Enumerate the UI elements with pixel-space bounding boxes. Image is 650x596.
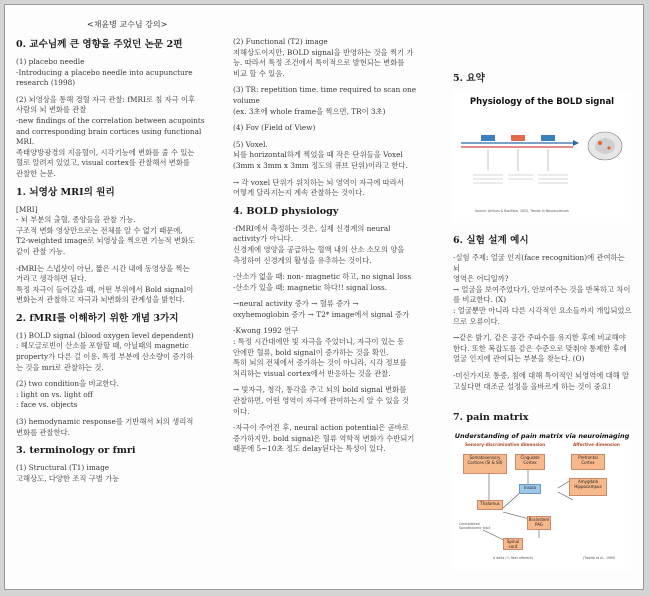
text-line: -미신가지로 통증, 침에 대해 특이적인 뇌영역에 대해 알 [453, 370, 630, 380]
text-line: 관찰하면, 어떤 영역이 자극에 관여하는지 알 수 있을 것 [233, 396, 409, 406]
text-line: 사람의 뇌 변화를 관찰 [16, 105, 87, 115]
text-line: - 뇌 부분의 출혈, 종양들을 관찰 가능. [16, 215, 136, 225]
text-line: 족태양방광경의 지음혈이, 시각기능에 변화를 줄 수 있는 [16, 147, 195, 157]
text-line: -fMRI에서 측정하는 것은, 실제 신경계의 neural [233, 223, 391, 233]
bold-figure-diagram [453, 91, 631, 223]
box-amygdala: Amygdala Hippocampus [569, 478, 607, 496]
text-line: 같이 관찰 가능. [16, 246, 66, 256]
box-prefrontal: Prefrontal Cortex [571, 454, 605, 470]
text-line: (1) placebo needle [16, 57, 85, 66]
text-line: 증가하지만, bold signal은 혈류 역학적 변화가 수반되기 [233, 433, 415, 443]
middle-section-0 [233, 37, 445, 199]
left-section-1 [16, 187, 229, 306]
text-line: 는 것을 mri로 관찰하는 것. [16, 362, 104, 372]
text-line: 혈로 알려져 있었고, visual cortex를 관찰해서 변화를 [16, 158, 190, 168]
left-section-3 [16, 445, 229, 484]
section-7-heading: 7. pain matrix [453, 412, 529, 424]
text-line: and corresponding brain cortices using functional [16, 126, 202, 136]
text-line: 측정하여 신경계의 활성을 유추하는 것이다. [233, 255, 372, 265]
text-line: (2) 뇌영상을 통해 경혈 자극 관찰: fMRI로 침 자극 이후 [16, 94, 196, 104]
text-line: 능. 따라서 특정 조건에서 특이적으로 발현되는 변화를 [233, 58, 405, 68]
text-line: 신경계에 영양을 공급하는 혈액 내의 산소 소모의 양을 [233, 244, 405, 254]
lecture-header: <채윤병 교수님 강의> [87, 20, 168, 29]
text-line: → 빛자극, 청각, 통각을 주고 뇌의 bold signal 변화를 [233, 385, 407, 395]
text-line: 어떻게 달라지는지 계속 관찰하는 것이다. [233, 188, 365, 198]
pain-caption-afferents: A delta / C fiber afferents [493, 556, 534, 561]
text-line: -Kwong 1992 연구 [233, 326, 299, 336]
text-line: 안에만 혈류, bold signal이 증가하는 것을 확인. [233, 347, 389, 357]
text-line: (2) two condition을 비교한다. [16, 379, 119, 389]
text-line: property가 다른 걸 이용. 특정 부분에 산소량이 증가하 [16, 352, 194, 362]
pain-dim-sensory: Sensory-discriminative dimension [465, 442, 546, 448]
text-line: activity가 아니다. [233, 234, 294, 244]
box-thalamus: Thalamus [477, 500, 503, 510]
text-line: 처리하는 visual cortex에서 반응하는 것을 관찰. [233, 368, 391, 378]
text-line: 뇌를 horizontal하게 찍었을 때 작은 단위들을 Voxel [233, 150, 403, 160]
text-line: 얼굴 인지에 관여되는 부분을 찾는다. (O) [453, 354, 585, 364]
text-line: : 얼굴뿐만 아니라 다른 시각적인 요소들까지 개입되었으 [453, 305, 632, 315]
text-line: 영역은 어디일까? [453, 274, 509, 284]
text-line: 고싶다면 대조군 설정을 올바르게 하는 것이 중요! [453, 381, 611, 391]
bold-physiology-figure [453, 91, 631, 223]
text-line: research (1998) [16, 78, 76, 88]
text-line: (1) BOLD signal (blood oxygen level dependent) [16, 330, 194, 340]
text-line: (2) Functional (T2) image [233, 37, 328, 46]
text-line: -Introducing a placebo needle into acupuncture [16, 67, 193, 77]
text-line: 고해상도, 다양한 조직 구별 가능 [16, 473, 120, 483]
right-column [453, 73, 633, 570]
text-line: →neural activity 증가 → 혈류 증가 → [233, 299, 359, 309]
left-section-heading: 1. 뇌영상 MRI의 원리 [16, 186, 115, 198]
text-line: 저해상도이지만, BOLD signal을 반영하는 것을 찍기 가 [233, 47, 414, 57]
text-line: 특정 자극이 들어갔을 때, 어떤 부위에서 Bold signal이 [16, 284, 194, 294]
left-section-heading: 2. fMRI를 이해하기 위한 개념 3가지 [16, 312, 179, 324]
text-line: 구조적 변화 영상만으로는 전체를 알 수 없기 때문에, [16, 225, 183, 235]
pain-caption-tract: Contralateral Spinothalamic tract [459, 522, 491, 531]
left-section-heading: 3. terminology or fmri [16, 445, 136, 457]
section-5-heading: 5. 요약 [453, 73, 485, 84]
text-line: 를 비교한다. (X) [453, 295, 507, 305]
text-line: (5) Voxel. [233, 139, 268, 149]
text-line: (3) hemodynamic response를 기반해서 뇌의 생리적 [16, 417, 194, 427]
pain-figure-source: (Treede et al., 1999) [583, 556, 616, 561]
text-line: 특히 뇌의 전체에서 증가하는 것이 아니라, 시각 정보를 [233, 358, 407, 368]
text-line: MRI. [16, 137, 35, 147]
text-line: : 특정 시간대에만 빛 자극을 주었더니, 자극이 있는 동 [233, 337, 405, 347]
text-line: volume [233, 95, 260, 105]
text-line: 때문에 5~10초 정도 delay된다는 특성이 있다. [233, 444, 386, 454]
section-6-body [453, 253, 633, 392]
box-somatosensory: Somatosensory Cortices (SI & SII) [463, 454, 507, 474]
text-line: 변화는지 관찰하고 자극과 뇌변화의 관계성을 밝힌다. [16, 295, 185, 305]
text-line: (ex. 3초에 whole frame을 찍으면, TR이 3초) [233, 106, 386, 116]
box-cingulate: Cingulate Cortex [515, 454, 545, 470]
text-line: 이다. [233, 406, 250, 416]
text-line: → 각 voxel 단위가 위치하는 뇌 영역이 자극에 따라서 [233, 177, 404, 187]
text-line: -자극이 주어진 후, neural action potential은 곧바로 [233, 423, 409, 433]
text-line: → 얼굴을 보여주었다가, 안보여주는 것을 반복하고 차이 [453, 284, 631, 294]
document-page [4, 4, 644, 590]
pain-figure-title: Understanding of pain matrix via neuroimaging [454, 432, 630, 441]
text-line: (3) TR: repetition time. time required to scan one [233, 85, 417, 95]
text-line: : light on vs. light off [16, 389, 93, 399]
text-line: -fMRI는 스냅샷이 아닌, 짧은 시간 내에 동영상을 찍는 [16, 263, 190, 273]
box-spinal-cord: Spinal cord [503, 538, 523, 550]
text-line: 비교 할 수 있음. [233, 68, 285, 78]
pain-matrix-figure [453, 430, 631, 570]
text-line: -산소가 없을 때: non- magnetic 하고, no signal loss [233, 272, 412, 282]
middle-column [233, 37, 445, 462]
left-column [16, 39, 229, 491]
box-brainstem: Brainstem PAG [527, 516, 551, 530]
text-line: T2-weighted image로 뇌영상을 찍으면 기능적 변화도 [16, 236, 196, 246]
text-line: →같은 밝기, 같은 공간 주파수를 유지한 후에 비교해야 [453, 333, 626, 343]
bold-figure-source: Source: Arthurs & Boniface, 2002, Trends in Neurosciences [475, 209, 569, 213]
text-line: -new findings of the correlation between acupoints [16, 115, 205, 125]
text-line: -산소가 있을 때: magnetic 하다!! signal loss. [233, 282, 388, 292]
text-line: oxyhemoglobin 증가 → T2* image에서 signal 증가 [233, 309, 410, 319]
text-line: 한다. 또한 복잡도를 같은 수준으로 맞춰야 통제한 후에 [453, 343, 627, 353]
left-section-0 [16, 39, 229, 180]
text-line: : face vs. objects [16, 400, 78, 410]
left-section-heading: 0. 교수님께 큰 영향을 주었던 논문 2편 [16, 39, 183, 50]
text-line: 관찰한 논문. [16, 168, 56, 178]
text-line: 거라고 생각하면 된다. [16, 274, 87, 284]
text-line: 변화를 관찰한다. [16, 427, 70, 437]
section-6-heading: 6. 실험 설계 예시 [453, 235, 529, 246]
middle-section-heading: 4. BOLD physiology [233, 205, 339, 217]
pain-dim-affective: Affective dimension [573, 442, 620, 448]
middle-section-1 [233, 206, 445, 455]
text-line: : 헤모글로빈이 산소를 포함할 때, 아닐때의 magnetic [16, 341, 189, 351]
box-insula: Insula [519, 484, 541, 494]
text-line: (1) Structural (T1) image [16, 463, 110, 473]
text-line: -실험 주제: 얼굴 인지(face recognition)에 관여하는 뇌 [453, 253, 627, 273]
text-line: (4) Fov (Field of View) [233, 123, 316, 133]
bold-figure-title: Physiology of the BOLD signal [469, 97, 615, 107]
text-line: 므로 오류이다. [453, 316, 500, 326]
text-line: (3mm x 3mm x 3mm 정도의 큐브 단위)이라고 한다. [233, 160, 408, 170]
text-line: [MRI] [16, 204, 38, 214]
left-section-2 [16, 313, 229, 438]
